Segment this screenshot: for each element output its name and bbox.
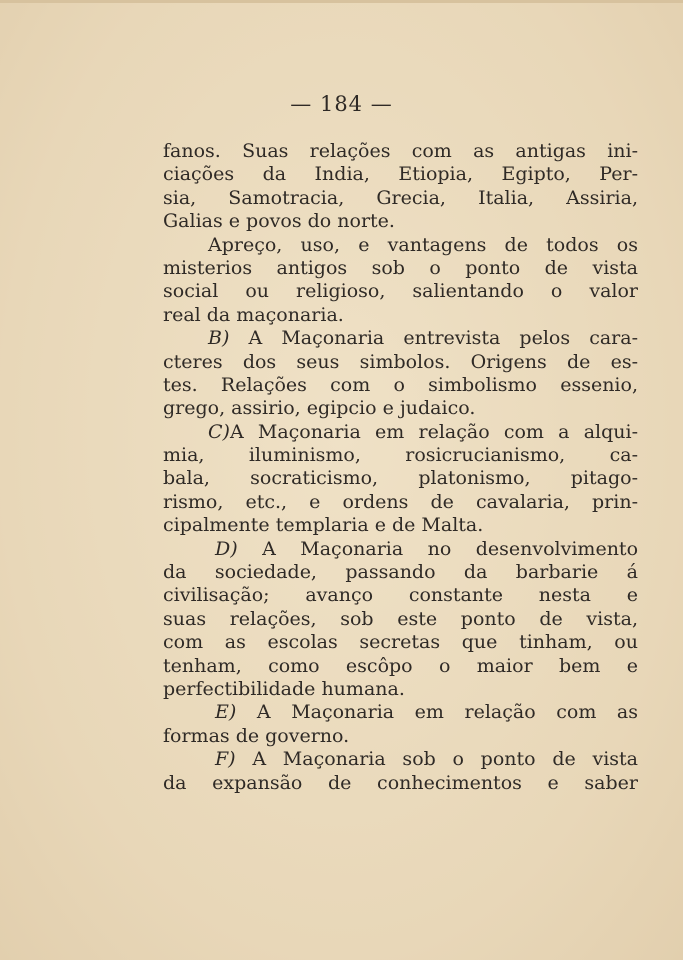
text-line: ciações da India, Etiopia, Egipto, Per- [163, 163, 638, 186]
text-line: rismo, etc., e ordens de cavalaria, prin- [163, 490, 638, 513]
text-line: A Maçonaria em relação com as [256, 701, 638, 724]
page-edge-shadow [0, 0, 683, 3]
text-line: tes. Relações com o simbolismo essenio, [163, 373, 638, 396]
body-text [163, 140, 638, 795]
text-line: grego, assirio, egipcio e judaico. [163, 397, 476, 420]
text-line: suas relações, sob este ponto de vista, [163, 607, 638, 630]
text-line: tenham, como escôpo o maior bem e [163, 654, 638, 677]
text-line: Galias e povos do norte. [163, 210, 395, 233]
section-marker-b: B) [208, 327, 230, 350]
text-line: mia, iluminismo, rosicrucianismo, ca- [163, 444, 638, 467]
section-marker-d: D) [215, 537, 238, 560]
section-marker-f: F) [215, 748, 236, 771]
text-line: formas de governo. [163, 724, 350, 747]
text-line: cteres dos seus simbolos. Origens de es- [163, 350, 638, 373]
text-line: A Maçonaria entrevista pelos cara- [248, 327, 638, 350]
paragraph-f [163, 748, 638, 771]
text-line: da sociedade, passando da barbarie á [163, 561, 638, 584]
text-line: civilisação; avanço constante nesta e [163, 584, 638, 607]
text-line: A Maçonaria sob o ponto de vista [252, 748, 638, 771]
paragraph-d [163, 538, 638, 561]
text-line: A Maçonaria no desenvolvimento [262, 537, 639, 560]
text-line: misterios antigos sob o ponto de vista [163, 256, 638, 279]
paragraph-e [163, 701, 638, 724]
text-line: com as escolas secretas que tinham, ou [163, 631, 638, 654]
text-line: social ou religioso, salientando o valor [163, 280, 638, 303]
page-number: — 184 — [290, 92, 393, 116]
text-line: Apreço, uso, e vantagens de todos os [208, 233, 638, 256]
section-marker-c: C) [208, 420, 230, 443]
text-line: fanos. Suas relações com as antigas ini- [163, 140, 638, 162]
text-line: sia, Samotracia, Grecia, Italia, Assiria, [163, 186, 638, 209]
paragraph-b [163, 327, 638, 350]
text-line: bala, socraticismo, platonismo, pitago- [163, 467, 638, 490]
text-line: real da maçonaria. [163, 303, 344, 326]
text-line: A Maçonaria em relação com a alqui- [229, 420, 638, 443]
text-line: perfectibilidade humana. [163, 677, 405, 700]
paragraph-c [163, 421, 638, 444]
text-line: cipalmente templaria e de Malta. [163, 514, 484, 537]
section-marker-e: E) [215, 701, 237, 724]
text-line: da expansão de conhecimentos e saber [163, 771, 638, 794]
